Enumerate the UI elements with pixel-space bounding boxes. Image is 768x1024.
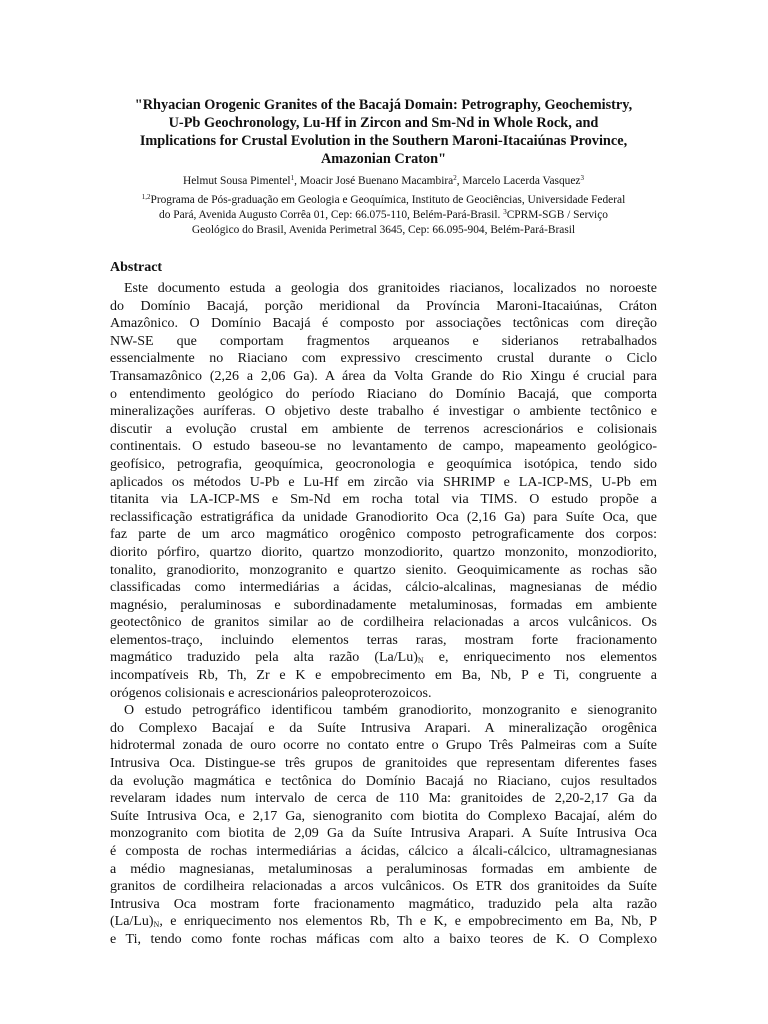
text-line: orógenos colisionais e acrescionários paleoproterozoicos. bbox=[110, 685, 432, 701]
text-line: Transamazônico (2,26 a 2,06 Ga). A área da Volta Grande do Rio Xingu é crucial para bbox=[110, 368, 657, 384]
text-line: elementos-traço, incluindo elementos terras raras, mostram forte fracionamento bbox=[110, 632, 657, 648]
text-line: O estudo petrográfico identificou também granodiorito, monzogranito e sienogranito bbox=[124, 703, 657, 719]
author-affiliation-mark: 2 bbox=[453, 174, 457, 182]
text-line: tonalito, granodiorito, monzogranito e quartzo sienito. Geoquimicamente as rochas são bbox=[110, 562, 657, 578]
text-line: granitos de cordilheira relacionadas a arcos vulcânicos. Os ETR dos granitoides da Suíte bbox=[110, 879, 657, 895]
text-line: geotectônico de granitos similar ao de cordilheira relacionadas a arcos vulcânicos. Os bbox=[110, 615, 657, 631]
text-line: monzogranito com biotita de 2,09 Ga da Suíte Intrusiva Arapari. A Suíte Intrusiva Oca bbox=[110, 826, 657, 842]
text-line: Amazônico. O Domínio Bacajá é composto por associações tectônicas com direção bbox=[110, 316, 657, 332]
text-line: continentais. O estudo baseou-se no levantamento de campo, mapeamento geológico- bbox=[110, 439, 657, 455]
title-line: Amazonian Craton" bbox=[320, 151, 447, 167]
affiliation-text: Programa de Pós-graduação em Geologia e Geoquímica, Instituto de Geociências, Universidade Federal bbox=[150, 194, 626, 206]
affiliation-text: do Pará, Avenida Augusto Corrêa 01, Cep: 66.075-110, Belém-Pará-Brasil. bbox=[159, 209, 504, 221]
title-line: U-Pb Geochronology, Lu-Hf in Zircon and Sm-Nd in Whole Rock, and bbox=[168, 115, 599, 131]
text-line: revelaram idades num intervalo de cerca de 110 Ma: granitoides de 2,20-2,17 Ga da bbox=[110, 791, 657, 807]
abstract-paragraph-1 bbox=[110, 280, 657, 702]
author-name: Moacir José Buenano Macambira bbox=[299, 175, 454, 187]
text-line: titanita via LA-ICP-MS e Sm-Nd em rocha total via TIMS. O estudo propõe a bbox=[110, 492, 657, 508]
text-line: discutir a evolução crustal em ambiente de terrenos acrescionários e colisionais bbox=[110, 421, 657, 437]
text-segment: (La/Lu) bbox=[110, 914, 154, 930]
text-line: reclassificação estratigráfica da unidade Granodiorito Oca (2,16 Ga) para Suíte Oca, que bbox=[110, 509, 657, 525]
author-separator: , bbox=[456, 175, 463, 187]
affiliation-line bbox=[110, 208, 657, 223]
title-line: "Rhyacian Orogenic Granites of the Bacajá Domain: Petrography, Geochemistry, bbox=[134, 97, 633, 113]
affiliations bbox=[110, 193, 657, 238]
abstract-heading: Abstract bbox=[110, 260, 163, 275]
text-line bbox=[110, 913, 657, 931]
title-line: Implications for Crustal Evolution in the Southern Maroni-Itacaiúnas Province, bbox=[139, 133, 628, 149]
text-line: Suíte Intrusiva Oca, e 2,17 Ga, sienogranito com biotita do Complexo Bacajaí, além do bbox=[110, 808, 657, 824]
paper-page bbox=[110, 96, 657, 949]
text-line: Este documento estuda a geologia dos granitoides riacianos, localizados no noroeste bbox=[124, 281, 657, 296]
text-segment: e, enriquecimento nos elementos bbox=[423, 650, 658, 666]
text-line: aplicados os métodos U-Pb e Lu-Hf em zircão via SHRIMP e LA-ICP-MS, U-Pb em bbox=[110, 474, 657, 490]
text-line: o entendimento geológico do período Riaciano do Domínio Bacajá, que comporta bbox=[110, 386, 657, 402]
text-line bbox=[110, 649, 657, 667]
text-line: e Ti, tendo como fonte rochas máficas com alto a baixo teores de K. O Complexo bbox=[110, 931, 657, 947]
text-line: Intrusiva Oca. Distingue-se três grupos de granitoides que representam diferentes fases bbox=[110, 756, 657, 772]
text-line: NW-SE que comportam fragmentos arqueanos e siderianos retrabalhados bbox=[110, 333, 657, 349]
author-name: Helmut Sousa Pimentel bbox=[183, 175, 291, 187]
text-line: essencialmente no Riaciano com expressivo crescimento crustal durante o Ciclo bbox=[110, 351, 657, 367]
subscript: N bbox=[417, 656, 424, 666]
text-line: geofísico, petrografia, geoquímica, geocronologia e geoquímica isotópica, tendo sido bbox=[110, 456, 657, 472]
affiliation-mark: 1,2 bbox=[141, 193, 151, 201]
author-affiliation-mark: 1 bbox=[290, 174, 295, 182]
author-list bbox=[110, 174, 657, 188]
abstract-paragraph-2 bbox=[110, 702, 657, 948]
affiliation-line: Geológico do Brasil, Avenida Perimetral 3645, Cep: 66.095-904, Belém-Pará-Brasil bbox=[191, 224, 576, 236]
text-line: do Domínio Bacajá, porção meridional da Província Maroni-Itacaiúnas, Cráton bbox=[110, 298, 657, 314]
paper-title bbox=[110, 96, 657, 168]
text-segment: , e enriquecimento nos elementos Rb, Th e K, e empobrecimento em Ba, Nb, P bbox=[159, 914, 657, 930]
author-separator: , bbox=[294, 175, 300, 187]
text-line: magnésio, peraluminosas e subordinadamente metaluminosas, formadas em ambiente bbox=[110, 597, 657, 613]
text-line: hidrotermal zonada de ouro ocorre no contato entre o Grupo Três Palmeiras com a Suíte bbox=[110, 738, 657, 754]
affiliation-mark: 3 bbox=[503, 208, 507, 216]
text-line: faz parte de um arco magmático orogênico composto petrograficamente dos corpos: bbox=[110, 527, 657, 543]
affiliation-line bbox=[110, 193, 657, 208]
text-line: diorito pórfiro, quartzo diorito, quartzo monzodiorito, quartzo monzonito, monzodiorito, bbox=[110, 544, 657, 560]
author-name: Marcelo Lacerda Vasquez bbox=[462, 175, 581, 187]
subscript: N bbox=[153, 920, 160, 930]
author-affiliation-mark: 3 bbox=[580, 174, 584, 182]
text-line: incompatíveis Rb, Th, Zr e K e empobrecimento em Ba, Nb, P e Ti, congruente a bbox=[110, 668, 657, 684]
text-segment: magmático traduzido pela alta razão (La/Lu) bbox=[110, 650, 418, 666]
affiliation-text: CPRM-SGB / Serviço bbox=[506, 209, 608, 221]
text-line: do Complexo Bacajaí e da Suíte Intrusiva Arapari. A mineralização orogênica bbox=[110, 720, 657, 736]
text-line: a médio magnesianas, metaluminosas a peraluminosas formadas em ambiente de bbox=[110, 861, 657, 877]
text-line: Intrusiva Oca mostram forte fracionamento magmático, traduzido pela alta razão bbox=[110, 896, 657, 912]
text-line: da evolução magmática e tectônica do Domínio Bacajá no Riaciano, cujos resultados bbox=[110, 773, 657, 789]
text-line: mineralizações auríferas. O objetivo deste trabalho é investigar o ambiente tectônico e bbox=[110, 404, 657, 420]
text-line: é composta de rochas intermediárias a ácidas, cálcico a álcali-cálcico, ultramagnesianas bbox=[110, 844, 657, 859]
text-line: classificadas como intermediárias a ácidas, cálcio-alcalinas, magnesianas de médio bbox=[110, 580, 657, 596]
